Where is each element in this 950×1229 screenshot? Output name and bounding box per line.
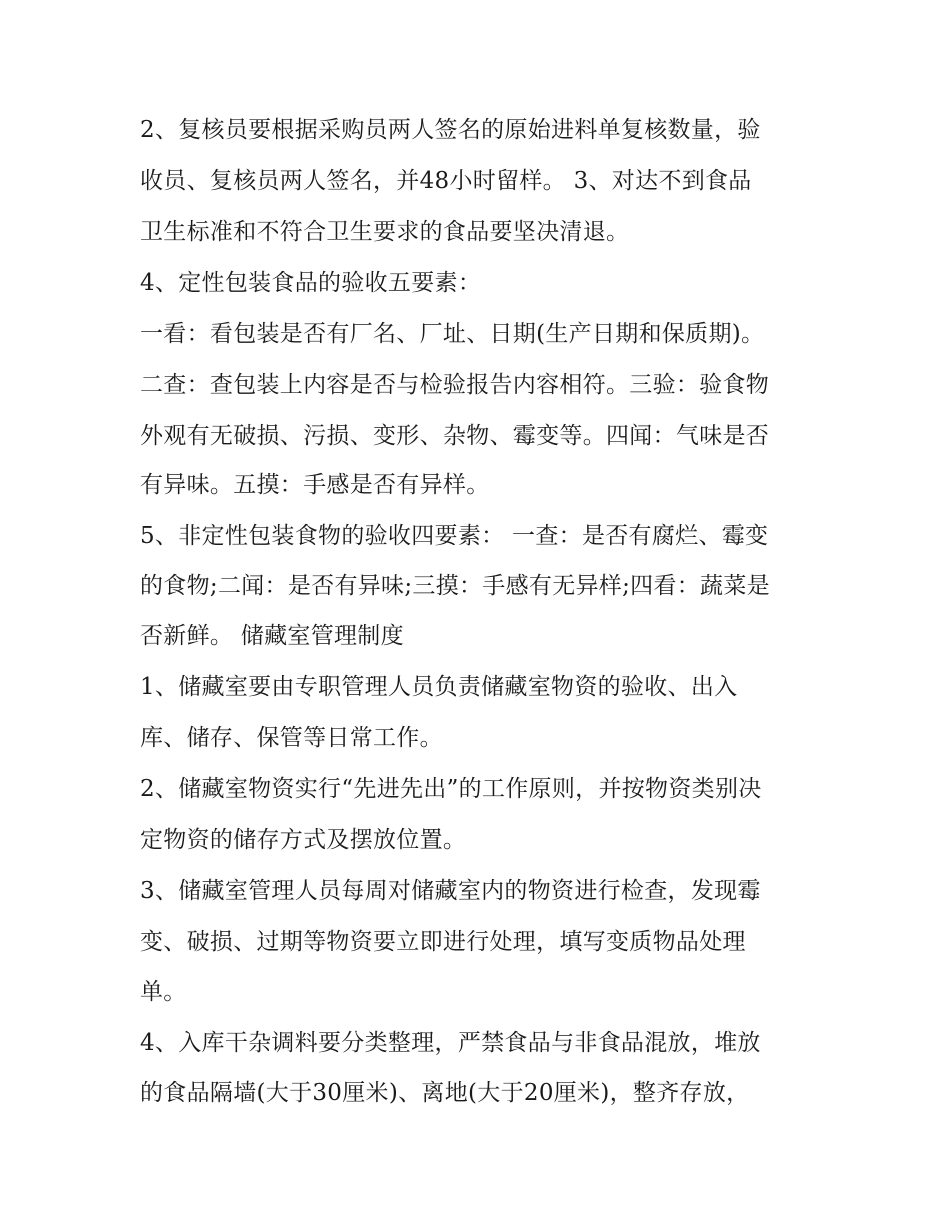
text-line: 库、储存、保管等日常工作。: [140, 725, 443, 751]
text-line: 5、非定性包装食物的验收四要素： 一查：是否有腐烂、霉变: [140, 523, 769, 549]
text-line: 收员、复核员两人签名，并48小时留样。 3、对达不到食品: [140, 168, 752, 194]
text-line: 4、入库干杂调料要分类整理，严禁食品与非食品混放，堆放: [140, 1030, 761, 1056]
text-line: 一看：看包装是否有厂名、厂址、日期(生产日期和保质期)。: [140, 321, 765, 347]
text-line: 1、储藏室要由专职管理人员负责储藏室物资的验收、出入: [140, 674, 738, 700]
text-line: 否新鲜。 储藏室管理制度: [140, 623, 404, 649]
text-line: 4、定性包装食品的验收五要素：: [140, 270, 482, 296]
text-line: 单。: [140, 979, 187, 1005]
text-line: 3、储藏室管理人员每周对储藏室内的物资进行检查，发现霉: [140, 878, 761, 904]
text-line: 二查：查包装上内容是否与检验报告内容相符。三验：验食物: [140, 372, 770, 398]
text-line: 的食品隔墙(大于30厘米)、离地(大于20厘米)，整齐存放，: [140, 1080, 750, 1106]
text-line: 的食物;二闻：是否有异味;三摸：手感有无异样;四看：蔬菜是: [140, 573, 770, 599]
text-line: 有异味。五摸：手感是否有异样。: [140, 472, 490, 498]
text-line: 变、破损、过期等物资要立即进行处理，填写变质物品处理: [140, 929, 746, 955]
text-line: 2、复核员要根据采购员两人签名的原始进料单复核数量，验: [140, 117, 761, 143]
text-line: 2、储藏室物资实行“先进先出”的工作原则，并按物资类别决: [140, 776, 762, 802]
text-line: 卫生标准和不符合卫生要求的食品要坚决清退。: [140, 219, 630, 245]
text-line: 定物资的储存方式及摆放位置。: [140, 827, 467, 853]
text-line: 外观有无破损、污损、变形、杂物、霉变等。四闻：气味是否: [140, 423, 770, 449]
